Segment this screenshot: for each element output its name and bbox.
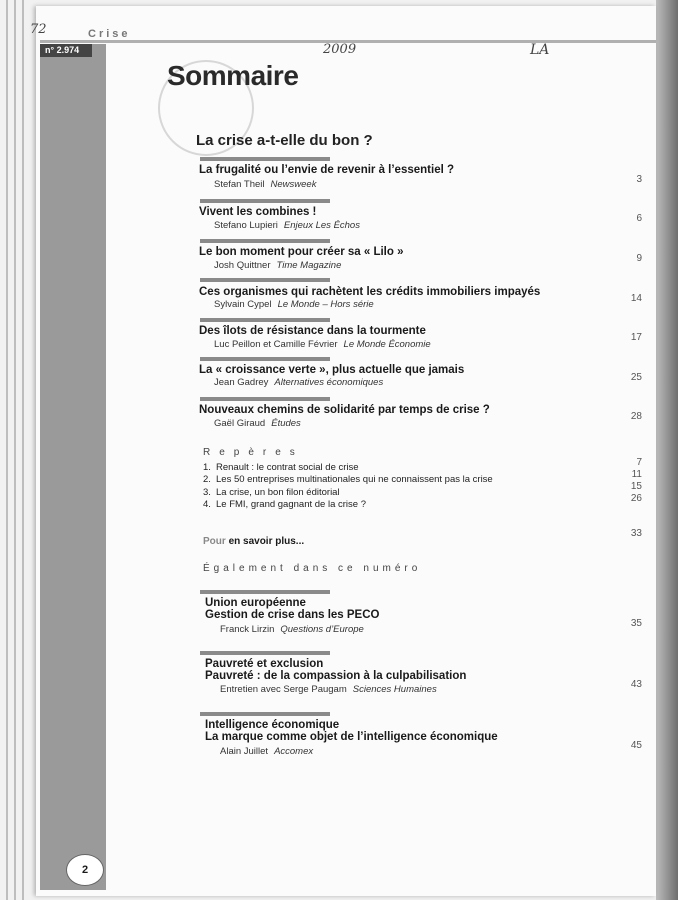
article-title[interactable]: Le bon moment pour créer sa « Lilo » xyxy=(199,246,404,258)
item-text: Renault : le contrat social de crise xyxy=(216,462,359,473)
article-bar xyxy=(200,357,330,361)
article-bar xyxy=(200,278,330,282)
also-title[interactable]: La marque comme objet de l’intelligence économique xyxy=(205,731,498,743)
reperes-item[interactable] xyxy=(203,462,359,473)
article-bar xyxy=(200,239,330,243)
page-ref: 28 xyxy=(630,411,642,422)
item-number: 1. xyxy=(203,462,211,473)
article-author xyxy=(214,220,360,231)
article-bar xyxy=(200,651,330,655)
page-ref: 6 xyxy=(636,213,642,224)
page-number-badge: 2 xyxy=(66,854,104,886)
article-source: Accomex xyxy=(274,746,314,757)
article-title[interactable]: Ces organismes qui rachètent les crédits immobiliers impayés xyxy=(199,286,541,298)
author-name: Stefano Lupieri xyxy=(214,220,278,231)
also-section: Union européenne xyxy=(205,597,306,609)
page-title: Sommaire xyxy=(167,60,299,91)
page-ref: 15 xyxy=(630,481,642,492)
item-number: 3. xyxy=(203,487,211,498)
item-number: 4. xyxy=(203,499,211,510)
further-reading-lead: Pour xyxy=(203,536,226,547)
issue-number: n° 2.974 xyxy=(40,44,92,57)
article-bar xyxy=(200,712,330,716)
article-bar xyxy=(200,157,330,161)
item-text: La crise, un bon filon éditorial xyxy=(216,487,340,498)
page-ref: 33 xyxy=(630,528,642,539)
reperes-item[interactable] xyxy=(203,487,340,498)
sidebar-band xyxy=(40,44,106,890)
section-title: Crise xyxy=(88,28,131,40)
article-title[interactable]: La « croissance verte », plus actuelle que jamais xyxy=(199,364,465,376)
article-author xyxy=(214,339,431,350)
handwritten-initials: LA xyxy=(530,42,550,58)
page-edge xyxy=(6,0,8,900)
also-heading: Également dans ce numéro xyxy=(203,563,422,574)
page-ref: 43 xyxy=(630,679,642,690)
article-bar xyxy=(200,590,330,594)
reperes-heading: Repères xyxy=(203,447,304,458)
also-title[interactable]: Pauvreté : de la compassion à la culpabilisation xyxy=(205,670,467,682)
page-ref: 25 xyxy=(630,372,642,383)
article-author xyxy=(214,377,383,388)
article-author xyxy=(214,418,301,429)
page-ref: 14 xyxy=(630,293,642,304)
page-ref: 11 xyxy=(631,469,642,480)
also-section: Intelligence économique xyxy=(205,719,340,731)
article-title[interactable]: La frugalité ou l’envie de revenir à l’essentiel ? xyxy=(199,164,455,176)
article-author xyxy=(220,624,364,635)
page-ref: 7 xyxy=(636,457,642,468)
scan-shadow xyxy=(656,0,678,900)
handwritten-year: 2009 xyxy=(323,42,357,57)
page-edge xyxy=(14,0,16,900)
article-author xyxy=(214,299,374,310)
article-source: Le Monde – Hors série xyxy=(277,299,374,310)
item-text: Les 50 entreprises multinationales qui ne connaissent pas la crise xyxy=(216,474,493,485)
article-source: Études xyxy=(271,418,301,429)
article-source: Time Magazine xyxy=(276,260,342,271)
page-ref: 3 xyxy=(636,174,642,185)
author-name: Gaël Giraud xyxy=(214,418,266,429)
also-section: Pauvreté et exclusion xyxy=(205,658,324,670)
reperes-item[interactable] xyxy=(203,499,366,510)
article-author xyxy=(214,260,341,271)
article-source: Enjeux Les Échos xyxy=(283,220,360,231)
article-source: Le Monde Économie xyxy=(343,339,431,350)
article-bar xyxy=(200,397,330,401)
page-edge xyxy=(22,0,24,900)
item-text: Le FMI, grand gagnant de la crise ? xyxy=(216,499,366,510)
page-ref: 45 xyxy=(630,740,642,751)
author-name: Franck Lirzin xyxy=(220,624,275,635)
article-source: Alternatives économiques xyxy=(274,377,384,388)
author-name: Stefan Theil xyxy=(214,179,265,190)
article-author xyxy=(220,684,437,695)
page-ref: 17 xyxy=(630,332,642,343)
article-author xyxy=(220,746,313,757)
dossier-title: La crise a-t-elle du bon ? xyxy=(196,132,373,149)
author-name: Alain Juillet xyxy=(220,746,269,757)
article-source: Newsweek xyxy=(270,179,317,190)
reperes-item[interactable] xyxy=(203,474,493,485)
also-title[interactable]: Gestion de crise dans les PECO xyxy=(205,609,380,621)
item-number: 2. xyxy=(203,474,211,485)
further-reading-rest: en savoir plus... xyxy=(228,536,305,547)
article-bar xyxy=(200,199,330,203)
article-source: Sciences Humaines xyxy=(352,684,437,695)
page-ref: 9 xyxy=(636,253,642,264)
article-title[interactable]: Vivent les combines ! xyxy=(199,206,317,218)
page-ref: 26 xyxy=(630,493,642,504)
article-title[interactable]: Nouveaux chemins de solidarité par temps de crise ? xyxy=(199,404,490,416)
author-name: Sylvain Cypel xyxy=(214,299,272,310)
handwritten-note: 72 xyxy=(30,22,47,37)
page-ref: 35 xyxy=(630,618,642,629)
further-reading-link[interactable] xyxy=(203,536,304,547)
author-name: Jean Gadrey xyxy=(214,377,269,388)
article-author xyxy=(214,179,316,190)
article-title[interactable]: Des îlots de résistance dans la tourmente xyxy=(199,325,426,337)
author-name: Entretien avec Serge Paugam xyxy=(220,684,347,695)
article-source: Questions d’Europe xyxy=(280,624,364,635)
author-name: Luc Peillon et Camille Février xyxy=(214,339,338,350)
author-name: Josh Quittner xyxy=(214,260,271,271)
article-bar xyxy=(200,318,330,322)
